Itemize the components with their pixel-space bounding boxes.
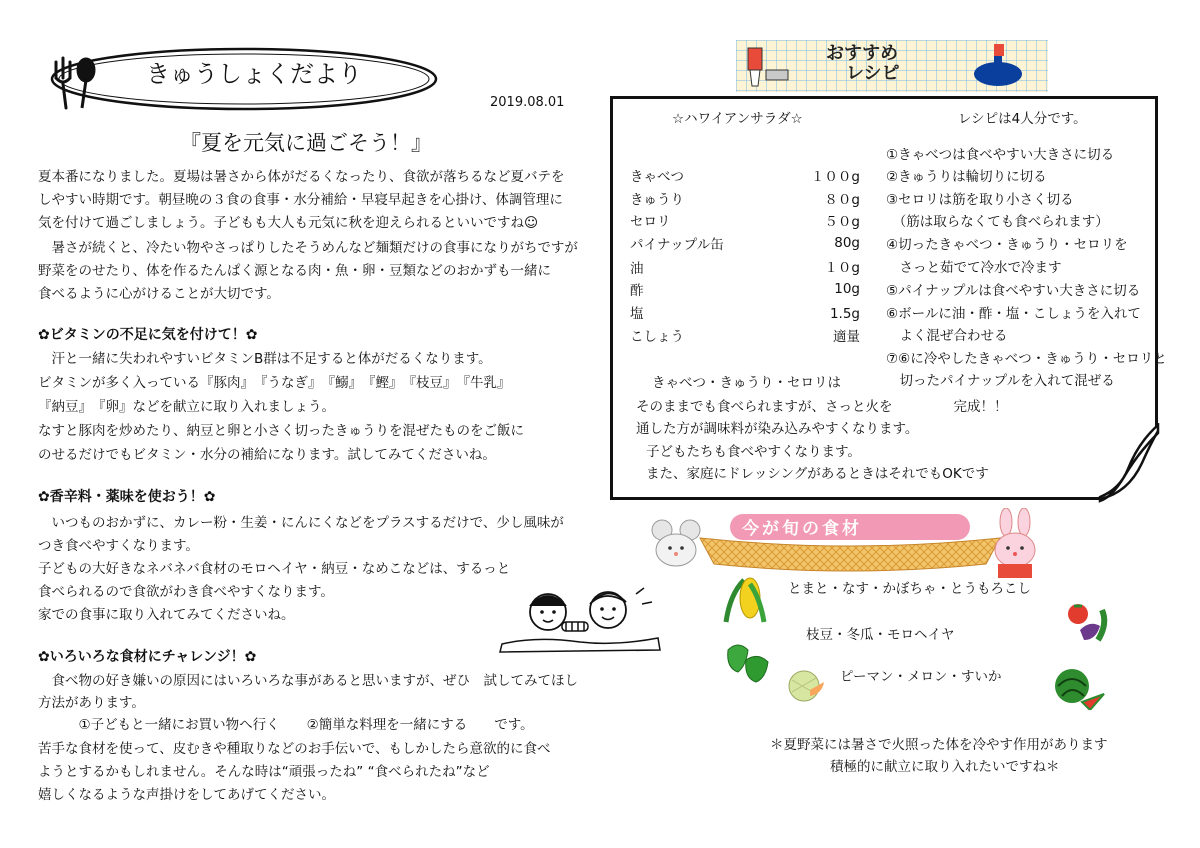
recipe-note: 子どもたちも食べやすくなります。 — [646, 444, 861, 460]
recipe-step: ④切ったきゃべつ・きゅうり・セロリを — [886, 237, 1128, 253]
recipe-servings: レシピは4人分です。 — [958, 111, 1087, 127]
intro-line: 暑さが続くと、冷たい物やさっぱりしたそうめんなど麺類だけの食事になりがちですが — [38, 240, 578, 256]
ingredient-amount: 80g — [834, 235, 860, 251]
recipe-banner-title-1: おすすめ — [826, 43, 899, 64]
section-line: 苦手な食材を使って、皮むきや種取りなどのお手伝いで、もしかしたら意欲的に食べ — [38, 741, 551, 757]
recipe-step: ⑥ボールに油・酢・塩・こしょうを入れて — [886, 306, 1141, 322]
recipe-step: さっと茹でて冷水で冷ます — [886, 260, 1062, 276]
recipe-step: ③セロリは筋を取り小さく切る — [886, 192, 1074, 208]
watermelon-icon — [1052, 666, 1106, 710]
recipe-note: きゃべつ・きゅうり・セロリは — [652, 375, 841, 391]
intro-line: 食べるように心がけることが大切です。 — [38, 286, 280, 302]
intro-line: 野菜をのせたり、体を作るたんぱく源となる肉・魚・卵・豆類などのおかずも一緒に — [38, 263, 551, 279]
seasonal-banner-title: 今が旬の食材 — [742, 519, 862, 539]
recipe-step: 完成！！ — [886, 399, 1008, 415]
ingredient-name: 酢 — [630, 283, 644, 299]
ingredient-amount: ５０g — [824, 214, 860, 230]
ingredient-name: パイナップル缶 — [630, 237, 724, 253]
seasonal-item: ピーマン・メロン・すいか — [840, 669, 1002, 685]
section-line: 『納豆』 『卵』などを献立に取り入れましょう。 — [38, 399, 335, 415]
section-heading: ✿香辛料・薬味を使おう！✿ — [38, 489, 216, 505]
recipe-step: よく混ぜ合わせる — [886, 328, 1008, 344]
ingredient-name: きゅうり — [630, 192, 684, 208]
main-title: 『夏を元気に過ごそう！』 — [180, 131, 432, 155]
section-heading: ✿いろいろな食材にチャレンジ！✿ — [38, 649, 257, 665]
recipe-step: ⑤パイナップルは食べやすい大きさに切る — [886, 283, 1141, 299]
ingredient-amount: 1.5g — [829, 306, 860, 322]
recipe-note: そのままでも食べられますが、さっと火を — [636, 399, 893, 415]
section-line: なすと豚肉を炒めたり、納豆と卵と小さく切ったきゅうりを混ぜたものをご飯に — [38, 423, 524, 439]
recipe-step: ⑦⑥に冷やしたきゃべつ・きゅうり・セロリと — [886, 351, 1167, 367]
section-line: 食べられるので食欲がわき食べやすくなります。 — [38, 584, 334, 600]
seasonal-note: ＊夏野菜には暑さで火照った体を冷やす作用があります — [770, 737, 1108, 753]
recipe-box-border — [610, 497, 1100, 500]
tomato-eggplant-icon — [1066, 600, 1112, 644]
recipe-step: 切ったパイナップルを入れて混ぜる — [886, 373, 1115, 389]
section-heading: ✿ビタミンの不足に気を付けて！✿ — [38, 327, 258, 343]
ingredient-name: 塩 — [630, 306, 644, 322]
ingredient-amount: １００g — [810, 169, 860, 185]
section-line: つき食べやすくなります。 — [38, 538, 199, 554]
page-curl-decoration — [1098, 423, 1160, 503]
ingredient-amount: 10g — [834, 281, 860, 297]
section-line: 食べ物の好き嫌いの原因にはいろいろな事があると思いますが、ぜひ 試してみてほし — [38, 673, 578, 689]
recipe-name: ☆ハワイアンサラダ☆ — [672, 111, 803, 127]
seasonal-note: 積極的に献立に取り入れたいですね＊ — [830, 759, 1060, 775]
seasonal-item: とまと・なす・かぼちゃ・とうもろこし — [788, 581, 1031, 597]
section-line: 汗と一緒に失われやすいビタミンB群は不足すると体がだるくなります。 — [38, 351, 492, 367]
rabbit-character-icon — [995, 508, 1035, 578]
intro-line: しやすい時期です。朝昼晩の３食の食事・水分補給・早寝早起きを心掛け、体調管理に — [38, 192, 563, 208]
recipe-box-border — [1155, 96, 1158, 426]
kids-eating-corn-illustration — [496, 584, 664, 654]
section-line: 子どもの大好きなネバネバ食材のモロヘイヤ・納豆・なめこなどは、するっと — [38, 561, 511, 577]
ingredient-amount: 適量 — [833, 329, 860, 345]
seasonal-item: 枝豆・冬瓜・モロヘイヤ — [806, 627, 955, 643]
section-line: 方法があります。 — [38, 695, 145, 711]
section-line: 嬉しくなるような声掛けをしてあげてください。 — [38, 787, 335, 803]
recipe-step: （筋は取らなくても食べられます） — [886, 214, 1109, 230]
issue-date: 2019.08.01 — [490, 95, 565, 110]
ingredient-name: 油 — [630, 261, 644, 277]
ingredient-name: こしょう — [630, 329, 684, 345]
section-line: 家での食事に取り入れてみてくださいね。 — [38, 607, 295, 623]
recipe-step: ①きゃべつは食べやすい大きさに切る — [886, 147, 1115, 163]
ingredient-amount: ８０g — [824, 192, 860, 208]
intro-line: 気を付けて過ごしましょう。子どもも大人も元気に秋を迎えられるといいですね☺ — [38, 215, 539, 231]
newsletter-title: きゅうしょくだより — [146, 60, 362, 88]
corn-icon — [720, 574, 774, 626]
mouse-character-icon — [652, 520, 700, 566]
section-line: ①子どもと一緒にお買い物へ行く ②簡単な料理を一緒にする です。 — [38, 717, 534, 733]
recipe-banner-title-2: レシピ — [846, 63, 900, 84]
section-line: のせるだけでもビタミン・水分の補給になります。試してみてくださいね。 — [38, 447, 496, 463]
intro-line: 夏本番になりました。夏場は暑さから体がだるくなったり、食欲が落ちるなど夏バテを — [38, 169, 565, 185]
section-line: ビタミンが多く入っている『豚肉』 『うなぎ』 『鰯』 『鰹』 『枝豆』 『牛乳』 — [38, 375, 511, 391]
green-pepper-icon — [722, 636, 774, 684]
ingredient-name: きゃべつ — [630, 169, 684, 185]
section-line: いつものおかずに、カレー粉・生姜・にんにくなどをプラスするだけで、少し風味が — [38, 515, 564, 531]
recipe-step: ②きゅうりは輪切りに切る — [886, 169, 1047, 185]
ingredient-name: セロリ — [630, 214, 671, 230]
recipe-note: 通した方が調味料が染み込みやすくなります。 — [636, 421, 919, 437]
section-line: ようとするかもしれません。そんな時は“頑張ったね” “食べられたね”など — [38, 764, 490, 780]
ingredient-amount: １０g — [824, 260, 860, 276]
melon-icon — [786, 668, 826, 704]
recipe-note: また、家庭にドレッシングがあるときはそれでもOKです — [646, 466, 989, 482]
